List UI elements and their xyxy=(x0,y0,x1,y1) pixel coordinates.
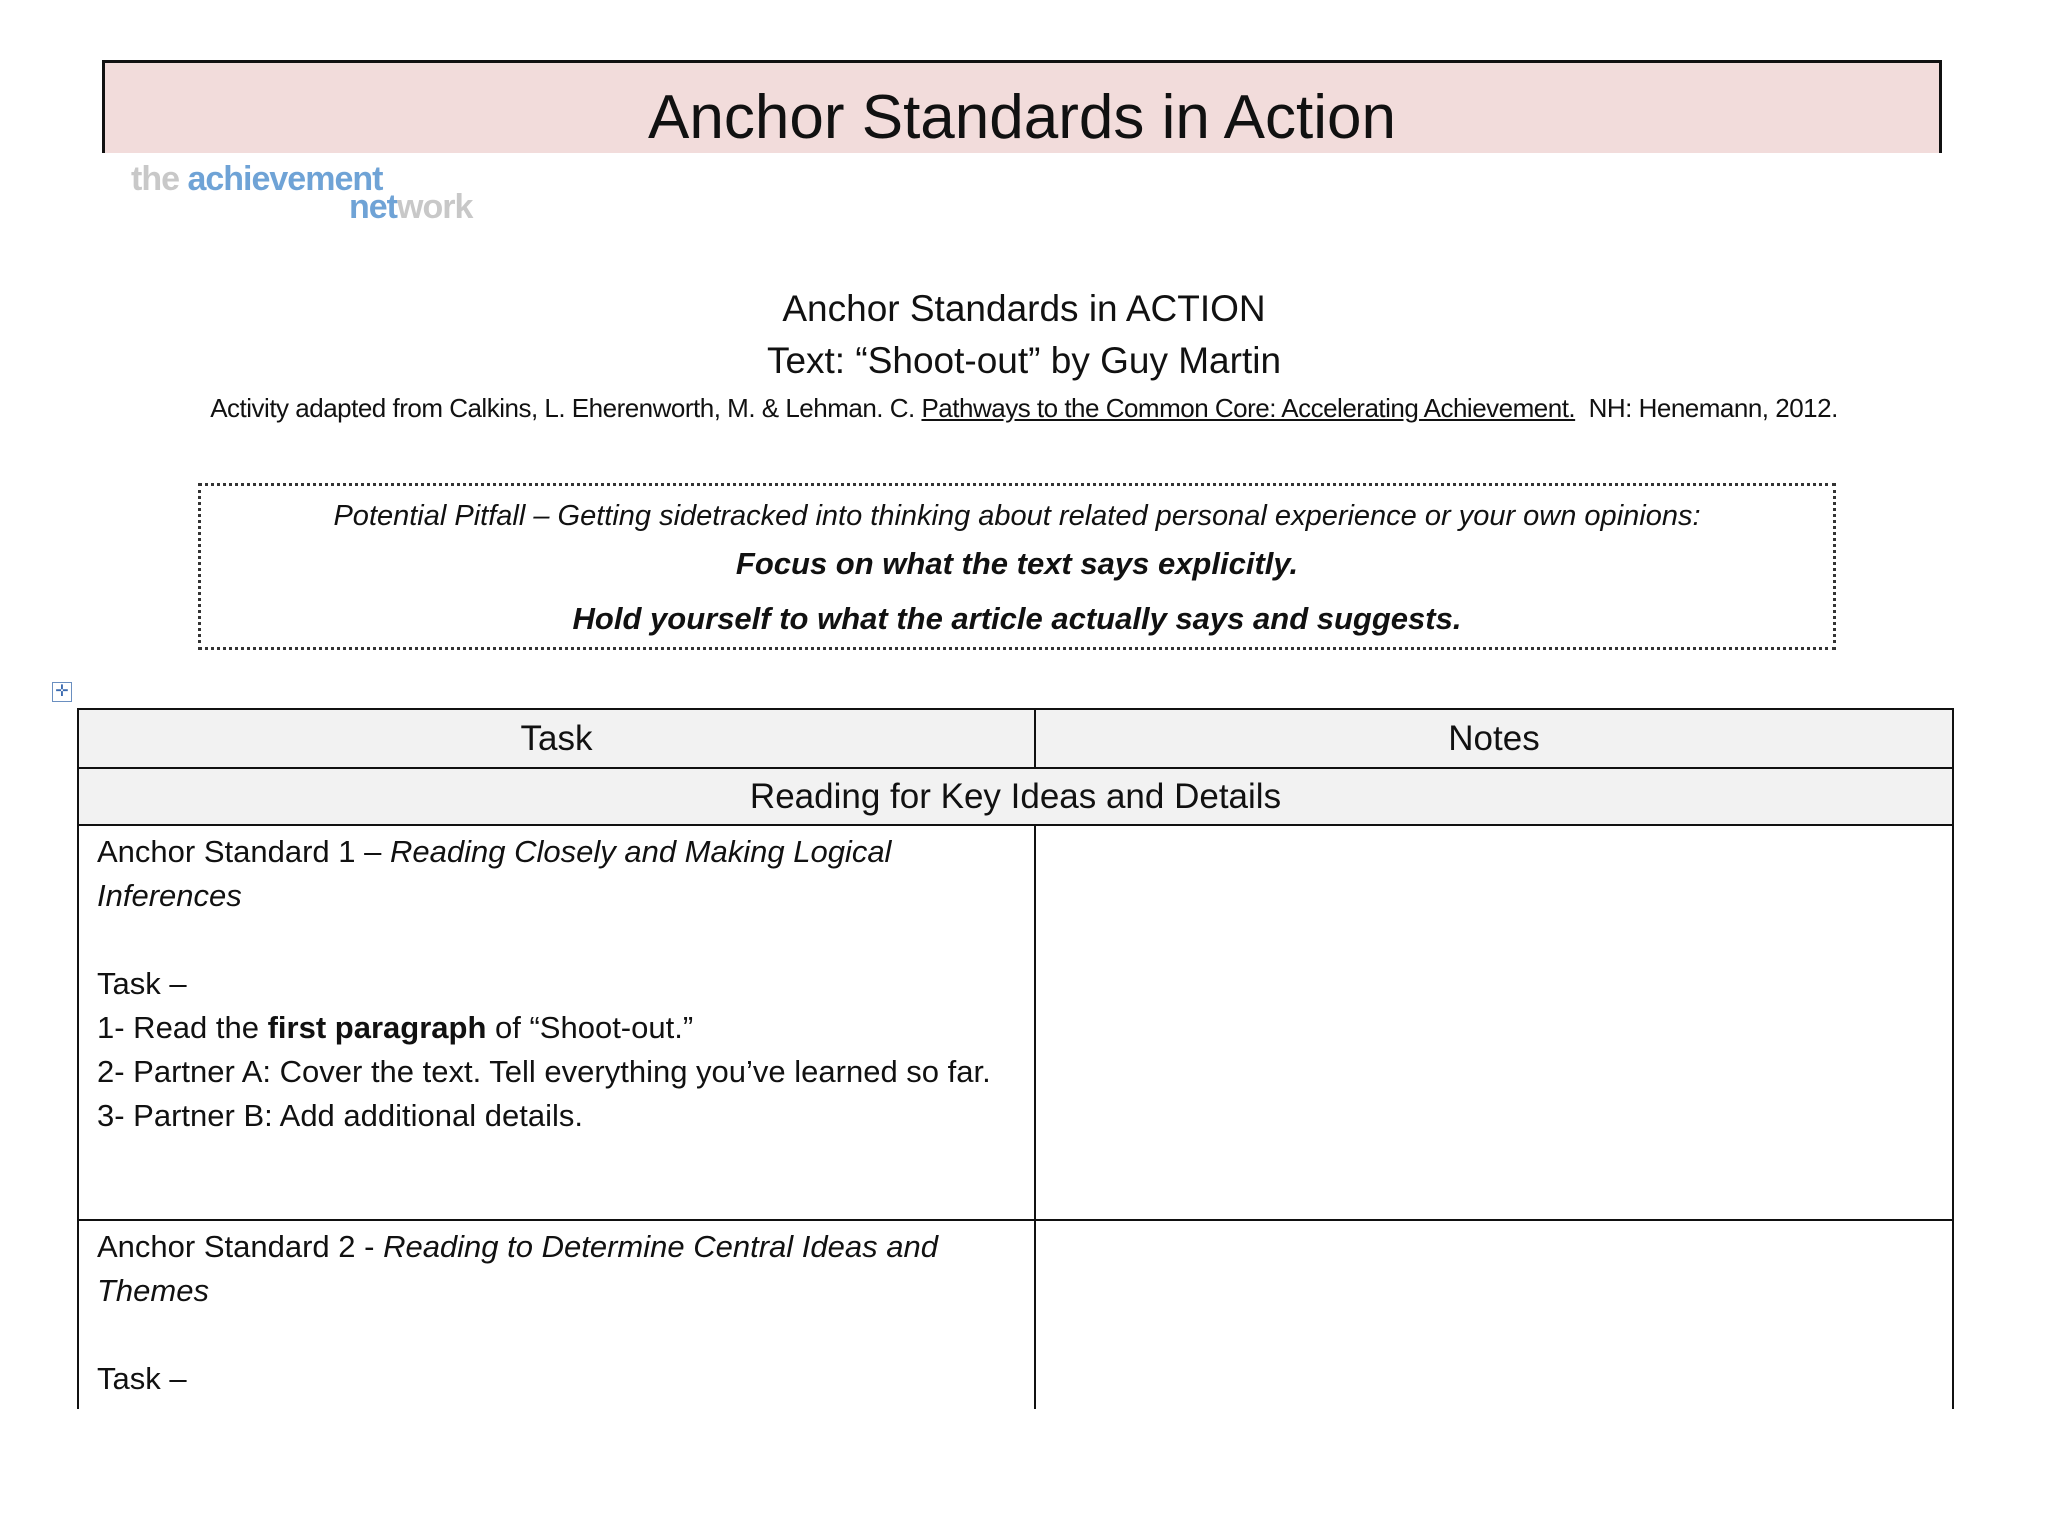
achievement-network-logo xyxy=(131,150,511,230)
pitfall-line: Potential Pitfall – Getting sidetracked into thinking about related personal experience or your own opinions: xyxy=(333,500,1701,532)
step-text: 1- Read the xyxy=(97,1010,268,1045)
standard-label: Anchor Standard 1 – xyxy=(97,834,390,869)
citation-text: Activity adapted from Calkins, L. Eherenworth, M. & Lehman. C. xyxy=(210,393,922,423)
step-text: of “Shoot-out.” xyxy=(486,1010,694,1045)
step-text: 2- Partner A: Cover the text. Tell everything you’ve learned so far. xyxy=(97,1054,991,1089)
logo-text: the xyxy=(131,160,188,198)
standard-title: Reading to Determine Central Ideas and Themes xyxy=(97,1229,938,1308)
header-notes: Notes xyxy=(1035,709,1953,768)
section-heading: Reading for Key Ideas and Details xyxy=(78,768,1953,825)
notes-cell[interactable] xyxy=(1035,1220,1953,1409)
logo-text: achievement xyxy=(187,160,383,198)
logo-text: net xyxy=(349,188,397,226)
step-bold: first paragraph xyxy=(267,1010,487,1045)
table-row xyxy=(78,825,1953,1220)
citation xyxy=(0,393,2048,424)
task-label: Task – xyxy=(97,966,187,1001)
standard-title: Reading Closely and Making Logical Inferences xyxy=(97,834,892,913)
header-task: Task xyxy=(78,709,1035,768)
step-text: 3- Partner B: Add additional details. xyxy=(97,1098,583,1133)
task-label: Task – xyxy=(97,1361,187,1396)
slide-title-box xyxy=(102,60,1942,153)
document-subheading: Text: “Shoot-out” by Guy Martin xyxy=(766,340,1282,381)
document-heading: Anchor Standards in ACTION xyxy=(782,288,1266,329)
standard-label: Anchor Standard 2 - xyxy=(97,1229,384,1264)
table-row xyxy=(78,1220,1953,1409)
citation-title: Pathways to the Common Core: Accelerating Achievement. xyxy=(921,393,1576,423)
pitfall-box xyxy=(198,483,1836,650)
pitfall-emphasis: Focus on what the text says explicitly. xyxy=(735,546,1299,581)
task-cell xyxy=(78,825,1035,1220)
task-cell xyxy=(78,1220,1035,1409)
task-notes-table xyxy=(77,708,1954,1409)
table-move-handle-icon[interactable]: ✛ xyxy=(52,682,72,702)
slide-title: Anchor Standards in Action xyxy=(648,83,1396,152)
notes-cell[interactable] xyxy=(1035,825,1953,1220)
pitfall-emphasis: Hold yourself to what the article actually says and suggests. xyxy=(572,601,1462,636)
citation-text: NH: Henemann, 2012. xyxy=(1575,393,1838,423)
logo-text: work xyxy=(397,188,473,226)
